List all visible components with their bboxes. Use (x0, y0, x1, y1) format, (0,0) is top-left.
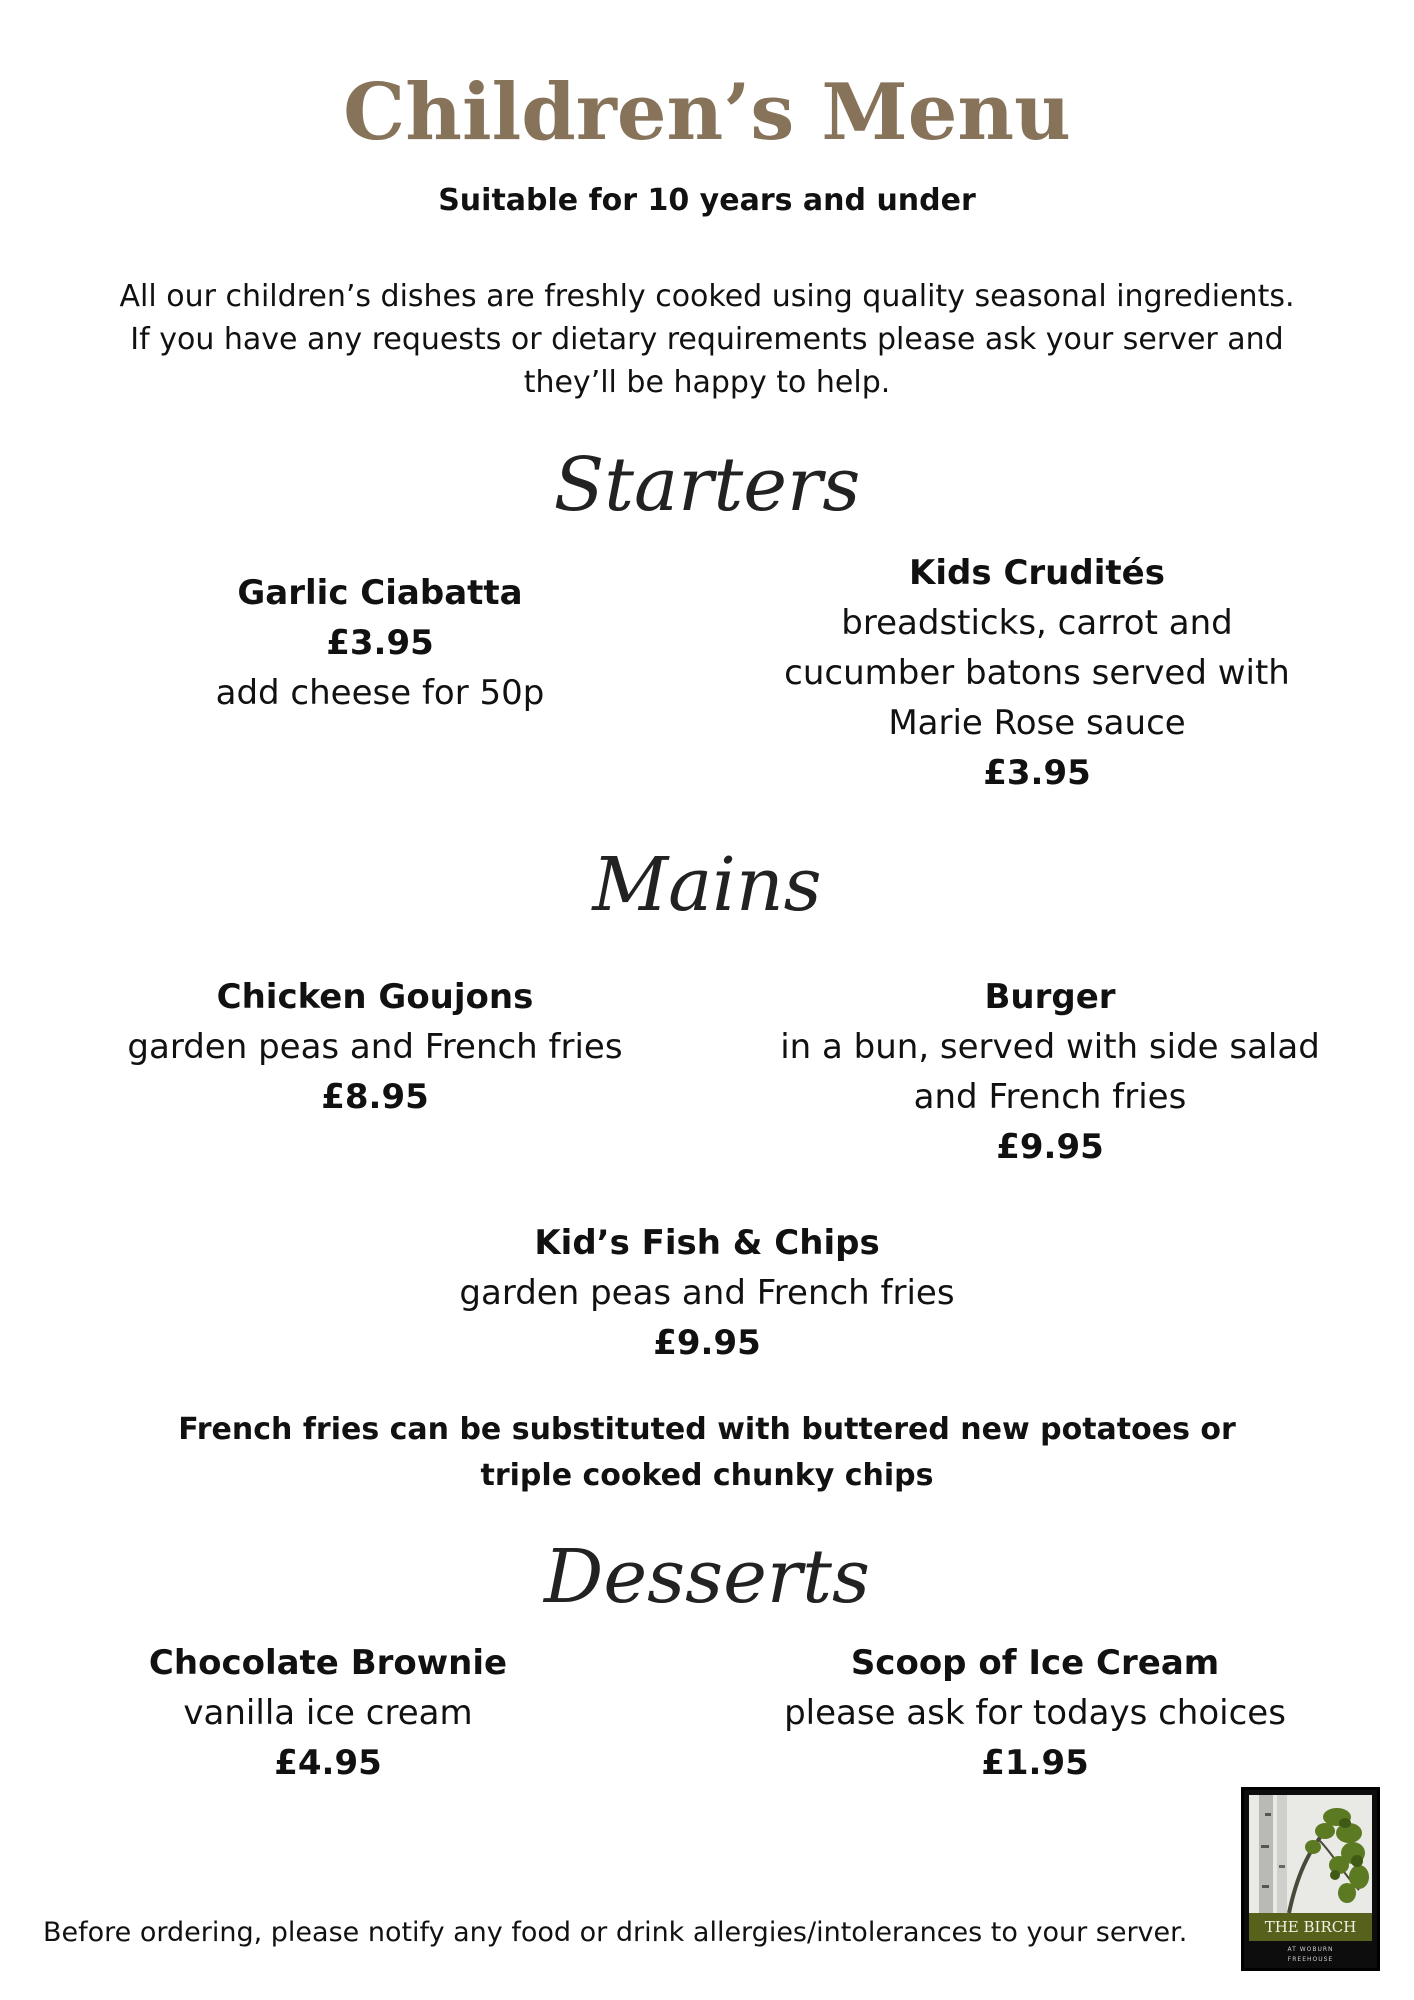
item-price: £8.95 (321, 1077, 429, 1117)
intro-line: they’ll be happy to help. (523, 365, 891, 400)
section-heading-starters: Starters (553, 442, 861, 528)
item-price: £3.95 (983, 753, 1091, 793)
page-title: Children’s Menu (343, 67, 1071, 158)
item-description: and French fries (913, 1077, 1187, 1117)
item-description: garden peas and French fries (459, 1273, 955, 1313)
intro-text (107, 275, 1307, 404)
item-name: Chicken Goujons (216, 977, 534, 1017)
menu-item-garlic-ciabatta (100, 568, 660, 718)
item-name: Chocolate Brownie (148, 1643, 508, 1683)
logo-subline: FREEHOUSE (1287, 1956, 1334, 1963)
section-heading-mains: Mains (592, 842, 822, 928)
item-name: Garlic Ciabatta (237, 573, 523, 613)
item-name: Kids Crudités (909, 553, 1165, 593)
item-description: add cheese for 50p (215, 673, 545, 713)
item-description: please ask for todays choices (784, 1693, 1286, 1733)
item-description: Marie Rose sauce (888, 703, 1186, 743)
logo-subline: AT WOBURN (1287, 1946, 1334, 1953)
menu-item-kids-crudites (757, 548, 1317, 798)
intro-line: All our children’s dishes are freshly cooked using quality seasonal ingredients. (119, 279, 1295, 314)
menu-item-kids-fish-chips (427, 1218, 987, 1368)
item-description: vanilla ice cream (183, 1693, 473, 1733)
item-description: garden peas and French fries (127, 1027, 623, 1067)
the-birch-logo (1241, 1787, 1380, 1971)
section-heading-desserts: Desserts (544, 1534, 870, 1620)
item-price: £4.95 (274, 1743, 382, 1783)
birch-tree-icon (1249, 1795, 1372, 1913)
intro-line: If you have any requests or dietary requirements please ask your server and (130, 322, 1284, 357)
item-price: £9.95 (653, 1323, 761, 1363)
item-name: Scoop of Ice Cream (850, 1643, 1220, 1683)
item-description: cucumber batons served with (784, 653, 1290, 693)
menu-item-chicken-goujons (95, 972, 655, 1122)
item-description: breadsticks, carrot and (841, 603, 1233, 643)
item-name: Kid’s Fish & Chips (534, 1223, 880, 1263)
logo-name: THE BIRCH (1249, 1913, 1372, 1941)
item-price: £3.95 (326, 623, 434, 663)
menu-item-chocolate-brownie (48, 1638, 608, 1788)
allergy-notice: Before ordering, please notify any food or drink allergies/intolerances to your server. (43, 1917, 1188, 1948)
item-description: in a bun, served with side salad (780, 1027, 1320, 1067)
note-line: French fries can be substituted with buttered new potatoes or (178, 1412, 1236, 1447)
menu-item-scoop-ice-cream (755, 1638, 1315, 1788)
substitution-note (107, 1407, 1307, 1499)
note-line: triple cooked chunky chips (480, 1458, 934, 1493)
age-note: Suitable for 10 years and under (438, 183, 976, 218)
item-price: £9.95 (996, 1127, 1104, 1167)
item-price: £1.95 (981, 1743, 1089, 1783)
menu-item-burger (770, 972, 1330, 1172)
item-name: Burger (984, 977, 1116, 1017)
